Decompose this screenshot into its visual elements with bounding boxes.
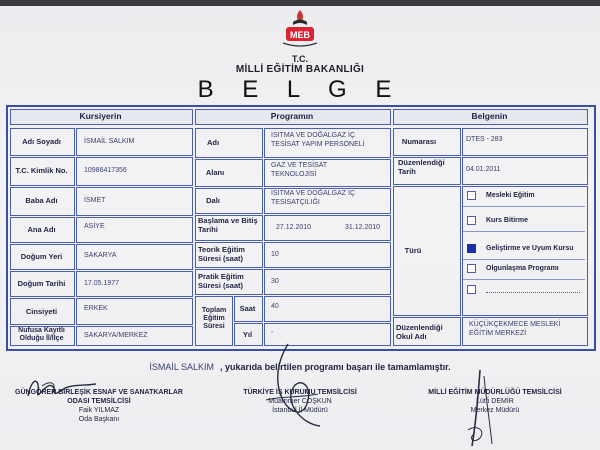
checkbox-4[interactable] <box>467 264 476 273</box>
turu-label: Türü <box>404 246 422 255</box>
program-adi-value: ISITMA VE DOĞALGAZ İÇ TESİSAT YAPIM PERSONELİ <box>271 132 365 148</box>
signatory-name: Lütfi DEMİR <box>476 398 514 405</box>
value-cell <box>264 242 391 268</box>
checkbox-2[interactable] <box>467 216 476 225</box>
yil-label: Yıl <box>242 330 253 339</box>
pratik-value: 30 <box>271 278 279 285</box>
option-divider <box>463 231 585 232</box>
teorik-value: 10 <box>271 251 279 258</box>
country-label: T.C. <box>291 54 308 64</box>
baba-value: İSMET <box>84 197 106 204</box>
duzenlendigi-value: 04.01.2011 <box>466 166 501 173</box>
program-header: Programın <box>270 111 314 121</box>
dogum-yeri-value: SAKARYA <box>84 252 117 259</box>
checkbox-5[interactable] <box>467 285 476 294</box>
ministry-title: MİLLİ EĞİTİM BAKANLIĞI <box>235 64 365 75</box>
dogum-yeri-label: Doğum Yeri <box>20 252 63 261</box>
signatory-block <box>230 388 370 415</box>
toplam-label: Toplam Eğitim Süresi <box>201 307 227 330</box>
option-divider <box>463 259 585 260</box>
blank-option-line <box>486 292 580 293</box>
signatory-title: Merkez Müdürü <box>470 407 520 414</box>
value-cell <box>264 296 391 322</box>
statement-text: , yukarıda belirtilen programı başarı ile tamamlamıştır. <box>220 362 451 372</box>
document-title: B E L G E <box>197 76 403 103</box>
okul-label: Düzenlendiği Okul Adı <box>396 323 443 341</box>
top-band <box>0 0 600 6</box>
tc-label: T.C. Kimlik No. <box>15 166 68 175</box>
ana-value: ASİYE <box>84 223 105 230</box>
option-divider <box>463 206 585 207</box>
saat-label: Saat <box>239 304 256 313</box>
ad-soyad-value: İSMAİL SALKIM <box>84 138 135 145</box>
signatory-block <box>420 388 570 415</box>
cinsiyet-label: Cinsiyeti <box>25 307 58 316</box>
okul-value: KÜÇÜKÇEKMECE MESLEKİ EĞİTİM MERKEZİ <box>469 321 561 337</box>
checkbox-label: Olgunlaşma Programı <box>486 265 559 272</box>
kursiyer-header: Kursiyerin <box>79 111 122 121</box>
dogum-tarihi-label: Doğum Tarihi <box>17 279 66 288</box>
baslama-label: Başlama ve Bitiş Tarihi <box>198 216 258 234</box>
checkbox-1[interactable] <box>467 191 476 200</box>
signatory-name: Faik YILMAZ <box>78 407 120 414</box>
program-adi-label: Adı <box>206 138 220 147</box>
checkbox-label: Geliştirme ve Uyum Kursu <box>486 245 574 252</box>
checkbox-label: Kurs Bitirme <box>486 217 529 224</box>
ad-soyad-label: Adı Soyadı <box>22 137 61 146</box>
checkbox-3[interactable] <box>467 244 476 253</box>
signatory-title: İstanbul İl Müdürü <box>272 407 328 414</box>
yil-value: - <box>271 329 274 336</box>
signatory-block <box>14 388 184 424</box>
signatory-org: TÜRKİYE İŞ KURUMU TEMSİLCİSİ <box>243 389 357 396</box>
signatory-org: GÜNGÖREN BİRLEŞİK ESNAF VE SANATKARLAR ODASI TEMSİLCİSİ <box>15 389 183 405</box>
checkbox-label: Mesleki Eğitim <box>486 192 535 199</box>
signatory-title: Oda Başkanı <box>78 416 120 423</box>
teorik-label: Teorik Eğitim Süresi (saat) <box>198 245 245 263</box>
program-dali-value: ISITMA VE DOĞALGAZ İÇ TESİSATÇILIĞI <box>271 190 356 206</box>
meb-logo-icon <box>273 8 327 52</box>
bitis-value: 31.12.2010 <box>345 224 381 231</box>
belge-header: Belgenin <box>471 111 508 121</box>
saat-value: 40 <box>271 303 279 310</box>
program-alani-value: GAZ VE TESİSAT TEKNOLOJİSİ <box>271 162 328 178</box>
baslama-value: 27.12.2010 <box>276 224 312 231</box>
nufus-label: Nufusa Kayıtlı Olduğu İl/İlçe <box>18 327 65 342</box>
signatory-org: MİLLİ EĞİTİM MÜDÜRLÜĞÜ TEMSİLCİSİ <box>428 389 562 396</box>
pratik-label: Pratik Eğitim Süresi (saat) <box>198 272 244 290</box>
ana-label: Ana Adı <box>27 225 56 234</box>
baba-label: Baba Adı <box>25 196 58 205</box>
tc-value: 10986417356 <box>84 167 127 174</box>
dogum-tarihi-value: 17.05.1977 <box>84 280 120 287</box>
signatory-name: Muammer COŞKUN <box>268 398 332 405</box>
logo-text: MEB <box>290 30 310 40</box>
option-divider <box>463 279 585 280</box>
value-cell <box>264 269 391 295</box>
signature-icon <box>258 340 328 430</box>
duzenlendigi-label: Düzenlendiği Tarih <box>398 158 445 176</box>
nufus-value: SAKARYA/MERKEZ <box>84 332 148 339</box>
numarasi-label: Numarası <box>401 137 437 146</box>
program-alani-label: Alanı <box>205 168 225 177</box>
statement-name: İSMAİL SALKIM <box>149 362 215 372</box>
cinsiyet-value: ERKEK <box>84 305 108 312</box>
numarasi-value: DTES - 283 <box>466 136 503 143</box>
program-dali-label: Dalı <box>206 196 220 205</box>
